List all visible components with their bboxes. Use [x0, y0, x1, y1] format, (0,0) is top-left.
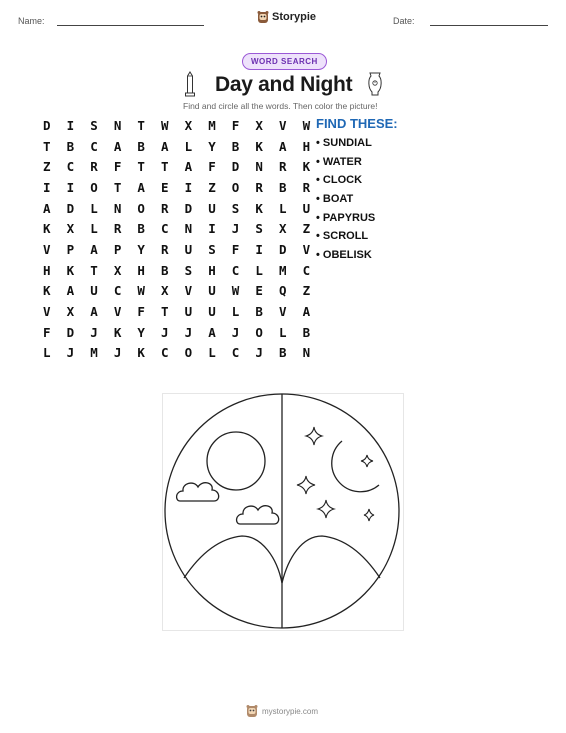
grid-letter[interactable]: W	[231, 283, 240, 299]
grid-letter[interactable]: D	[66, 324, 75, 340]
grid-letter[interactable]: A	[208, 324, 216, 340]
grid-letter[interactable]: J	[255, 345, 263, 361]
grid-letter[interactable]: W	[161, 117, 169, 133]
grid-letter[interactable]: M	[208, 117, 216, 133]
grid-letter[interactable]: U	[184, 304, 193, 320]
grid-letter[interactable]: T	[161, 304, 169, 320]
grid-letter[interactable]: X	[184, 117, 193, 133]
grid-letter[interactable]: L	[208, 345, 216, 361]
grid-letter[interactable]: K	[255, 200, 263, 216]
word-list-item: • SUNDIAL	[316, 137, 372, 149]
footer	[246, 704, 318, 718]
grid-letter[interactable]: L	[278, 324, 287, 340]
grid-letter[interactable]: I	[255, 241, 263, 257]
grid-letter[interactable]: C	[231, 345, 240, 361]
grid-letter[interactable]: D	[66, 200, 75, 216]
grid-letter[interactable]: U	[90, 283, 98, 299]
grid-letter[interactable]: K	[255, 138, 263, 154]
grid-letter[interactable]: N	[302, 345, 311, 361]
grid-letter[interactable]: T	[137, 117, 145, 133]
grid-letter[interactable]: U	[302, 200, 311, 216]
grid-letter[interactable]: H	[43, 262, 51, 278]
word-search-grid	[35, 115, 318, 363]
grid-letter[interactable]: C	[90, 138, 98, 154]
grid-letter[interactable]: J	[113, 345, 122, 361]
grid-letter[interactable]: L	[231, 304, 240, 320]
storypie-mascot-icon	[257, 10, 269, 24]
grid-letter[interactable]: B	[231, 138, 240, 154]
grid-letter[interactable]: B	[278, 179, 287, 195]
grid-letter[interactable]: L	[90, 200, 98, 216]
grid-letter[interactable]: Z	[43, 159, 51, 175]
grid-letter[interactable]: X	[278, 221, 287, 237]
grid-letter[interactable]: X	[255, 117, 263, 133]
brand-name: Storypie	[272, 11, 317, 23]
grid-letter[interactable]: N	[184, 221, 193, 237]
grid-letter[interactable]: V	[43, 304, 51, 320]
grid-letter[interactable]: H	[137, 262, 145, 278]
grid-letter[interactable]: X	[113, 262, 122, 278]
grid-letter[interactable]: D	[184, 200, 193, 216]
grid-letter[interactable]: B	[255, 304, 263, 320]
grid-letter[interactable]: H	[208, 262, 216, 278]
grid-letter[interactable]: I	[43, 179, 51, 195]
obelisk-icon	[183, 71, 197, 97]
date-label: Date:	[393, 16, 415, 26]
grid-letter[interactable]: B	[66, 138, 75, 154]
grid-letter[interactable]: O	[184, 345, 193, 361]
grid-letter[interactable]: Y	[137, 241, 145, 257]
footer-url[interactable]: mystorypie.com	[262, 706, 319, 716]
grid-letter[interactable]: L	[43, 345, 51, 361]
grid-letter[interactable]: A	[66, 283, 75, 299]
grid-letter[interactable]: U	[208, 304, 216, 320]
name-label: Name:	[18, 16, 45, 26]
grid-letter[interactable]: V	[113, 304, 122, 320]
grid-letter[interactable]: B	[302, 324, 311, 340]
day-and-night-picture	[162, 393, 404, 631]
grid-letter[interactable]: K	[302, 159, 311, 175]
grid-letter[interactable]: V	[302, 241, 311, 257]
grid-letter[interactable]: P	[66, 241, 75, 257]
word-list-item: • SCROLL	[316, 230, 369, 243]
grid-letter[interactable]: M	[90, 345, 98, 361]
grid-letter[interactable]: S	[231, 200, 240, 216]
grid-letter[interactable]: V	[278, 117, 287, 133]
grid-letter[interactable]: W	[302, 117, 311, 133]
grid-letter[interactable]: A	[278, 138, 287, 154]
grid-letter[interactable]: K	[137, 345, 145, 361]
word-list-item: • CLOCK	[316, 174, 363, 187]
grid-letter[interactable]: O	[90, 179, 98, 195]
grid-letter[interactable]: F	[43, 324, 51, 340]
grid-letter[interactable]: R	[302, 179, 311, 195]
grid-letter[interactable]: N	[113, 117, 122, 133]
grid-letter[interactable]: S	[184, 262, 193, 278]
grid-letter[interactable]: U	[208, 200, 216, 216]
grid-letter[interactable]: I	[66, 117, 75, 133]
date-field-line[interactable]	[430, 25, 548, 26]
grid-letter[interactable]: F	[231, 241, 240, 257]
page-title: Day and Night	[215, 73, 353, 96]
word-list	[316, 134, 375, 265]
word-list-item: • PAPYRUS	[316, 211, 376, 224]
word-search-badge: WORD SEARCH	[242, 53, 327, 70]
grid-letter[interactable]: F	[113, 159, 122, 175]
grid-letter[interactable]: K	[66, 262, 75, 278]
grid-letter[interactable]: U	[208, 283, 216, 299]
word-list-item: • WATER	[316, 155, 362, 168]
grid-letter[interactable]: I	[184, 179, 193, 195]
grid-letter[interactable]: J	[66, 345, 75, 361]
grid-letter[interactable]: F	[137, 304, 145, 320]
grid-letter[interactable]: C	[161, 221, 169, 237]
grid-letter[interactable]: K	[43, 221, 51, 237]
grid-letter[interactable]: A	[161, 138, 169, 154]
grid-letter[interactable]: B	[278, 345, 287, 361]
grid-letter[interactable]: J	[90, 324, 98, 340]
grid-letter[interactable]: O	[137, 200, 145, 216]
grid-letter[interactable]: P	[113, 241, 122, 257]
grid-letter[interactable]: V	[184, 283, 193, 299]
find-these-heading: FIND THESE:	[316, 116, 398, 131]
grid-letter[interactable]: T	[161, 159, 169, 175]
grid-letter[interactable]: J	[184, 324, 193, 340]
grid-letter[interactable]: W	[137, 283, 145, 299]
grid-letter[interactable]: Z	[302, 221, 311, 237]
grid-letter[interactable]: B	[137, 138, 145, 154]
grid-letter[interactable]: X	[66, 304, 75, 320]
grid-letter[interactable]: U	[184, 241, 193, 257]
grid-letter[interactable]: L	[90, 221, 98, 237]
grid-letter[interactable]: Y	[137, 324, 145, 340]
grid-letter[interactable]: R	[161, 241, 169, 257]
grid-letter[interactable]: A	[90, 304, 98, 320]
grid-letter[interactable]: T	[90, 262, 98, 278]
grid-letter[interactable]: A	[90, 241, 98, 257]
grid-letter[interactable]: X	[66, 221, 75, 237]
grid-letter[interactable]: C	[302, 262, 311, 278]
grid-letter[interactable]: J	[231, 324, 240, 340]
grid-letter[interactable]: Q	[278, 283, 287, 299]
grid-letter[interactable]: T	[137, 159, 145, 175]
grid-letter[interactable]: C	[113, 283, 122, 299]
grid-letter[interactable]: C	[231, 262, 240, 278]
grid-letter[interactable]: T	[43, 138, 51, 154]
grid-letter[interactable]: V	[278, 304, 287, 320]
grid-letter[interactable]: N	[113, 200, 122, 216]
grid-letter[interactable]: I	[208, 221, 216, 237]
word-list-item: • OBELISK	[316, 249, 372, 262]
grid-letter[interactable]: B	[137, 221, 145, 237]
grid-letter[interactable]: D	[43, 117, 51, 133]
grid-letter[interactable]: V	[43, 241, 51, 257]
grid-letter[interactable]: S	[90, 117, 98, 133]
grid-letter[interactable]: J	[231, 221, 240, 237]
grid-letter[interactable]: N	[255, 159, 263, 175]
grid-letter[interactable]: O	[255, 324, 263, 340]
grid-letter[interactable]: A	[43, 200, 51, 216]
grid-letter[interactable]: S	[208, 241, 216, 257]
grid-letter[interactable]: S	[255, 221, 263, 237]
grid-letter[interactable]: Y	[208, 138, 216, 154]
grid-letter[interactable]: F	[231, 117, 240, 133]
grid-letter[interactable]: H	[302, 138, 311, 154]
grid-letter[interactable]: R	[255, 179, 263, 195]
word-list-item: • BOAT	[316, 193, 354, 206]
grid-letter[interactable]: K	[43, 283, 51, 299]
grid-letter[interactable]: A	[184, 159, 193, 175]
grid-letter[interactable]: A	[137, 179, 145, 195]
grid-letter[interactable]: T	[113, 179, 122, 195]
grid-letter[interactable]: E	[161, 179, 169, 195]
grid-letter[interactable]: A	[302, 304, 311, 320]
grid-letter[interactable]: A	[113, 138, 122, 154]
grid-letter[interactable]: J	[161, 324, 169, 340]
grid-letter[interactable]: L	[255, 262, 263, 278]
grid-letter[interactable]: F	[208, 159, 216, 175]
grid-letter[interactable]: B	[161, 262, 169, 278]
grid-letter[interactable]: L	[184, 138, 193, 154]
grid-letter[interactable]: C	[66, 159, 75, 175]
grid-letter[interactable]: C	[161, 345, 169, 361]
grid-letter[interactable]: O	[231, 179, 240, 195]
grid-letter[interactable]: Z	[302, 283, 311, 299]
grid-letter[interactable]: R	[278, 159, 287, 175]
storypie-footer-mascot-icon	[246, 704, 258, 718]
grid-letter[interactable]: X	[161, 283, 169, 299]
brand-logo	[257, 10, 316, 24]
grid-letter[interactable]: R	[113, 221, 122, 237]
grid-letter[interactable]: E	[255, 283, 263, 299]
water-clock-vase-icon	[367, 71, 383, 97]
grid-letter[interactable]: D	[231, 159, 240, 175]
grid-letter[interactable]: M	[278, 262, 287, 278]
grid-letter[interactable]: R	[161, 200, 169, 216]
grid-letter[interactable]: K	[113, 324, 122, 340]
grid-letter[interactable]: L	[278, 200, 287, 216]
name-field-line[interactable]	[57, 25, 204, 26]
grid-letter[interactable]: R	[90, 159, 98, 175]
grid-letter[interactable]: D	[278, 241, 287, 257]
instructions-text: Find and circle all the words. Then color the picture!	[183, 101, 378, 111]
grid-letter[interactable]: Z	[208, 179, 216, 195]
grid-letter[interactable]: I	[66, 179, 75, 195]
